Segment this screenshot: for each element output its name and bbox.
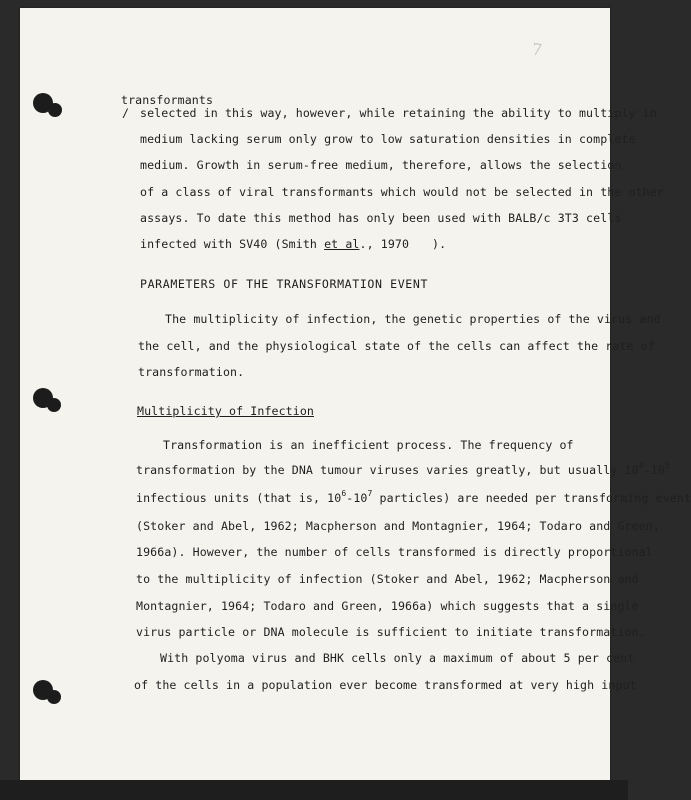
subheading: Multiplicity of Infection bbox=[137, 404, 315, 418]
text-line bbox=[140, 237, 409, 251]
citation-year: ., 1970 bbox=[359, 237, 410, 251]
text-line: of a class of viral transformants which would not be selected in the other bbox=[140, 185, 664, 199]
margin-insert: transformants bbox=[121, 93, 214, 107]
text-line: the cell, and the physiological state of the cells can affect the rate of bbox=[138, 339, 655, 353]
text-line: Transformation is an inefficient process. The frequency of bbox=[163, 438, 574, 452]
text-line: selected in this way, however, while retaining the ability to multiply in bbox=[140, 106, 657, 120]
text-line: infectious units (that is, $10^6-10^7$ particles) are needed per transforming event bbox=[136, 489, 691, 505]
scan-bottom-edge bbox=[0, 780, 628, 800]
citation-text: infected with SV40 (Smith bbox=[140, 237, 325, 251]
text-line: transformation by the DNA tumour viruses varies greatly, but usually $10^4-10^5$ bbox=[136, 461, 670, 477]
punch-hole bbox=[47, 690, 61, 704]
text-line: 1966a). However, the number of cells transformed is directly proportional bbox=[136, 545, 653, 559]
text-line: virus particle or DNA molecule is sufficient to initiate transformation. bbox=[136, 625, 646, 639]
text-line: Montagnier, 1964; Todaro and Green, 1966a) which suggests that a single bbox=[136, 599, 639, 613]
page-mark: 7 bbox=[530, 39, 544, 60]
text-line: The multiplicity of infection, the genetic properties of the virus and bbox=[165, 312, 661, 326]
citation-et-al: et al bbox=[324, 237, 360, 251]
text-line: transformation. bbox=[138, 365, 245, 379]
text-line: to the multiplicity of infection (Stoker and Abel, 1962; Macpherson and bbox=[136, 572, 639, 586]
insert-mark: / bbox=[122, 106, 130, 120]
text-line: With polyoma virus and BHK cells only a maximum of about 5 per cent bbox=[160, 651, 635, 665]
text-line: assays. To date this method has only been used with BALB/c 3T3 cells bbox=[140, 211, 622, 225]
text-line: of the cells in a population ever become transformed at very high input bbox=[134, 678, 637, 692]
punch-hole bbox=[48, 103, 62, 117]
text-line: medium. Growth in serum-free medium, therefore, allows the selection bbox=[140, 158, 622, 172]
citation-close: ). bbox=[432, 237, 447, 251]
section-heading: PARAMETERS OF THE TRANSFORMATION EVENT bbox=[140, 277, 429, 291]
punch-hole bbox=[47, 398, 61, 412]
text-line: (Stoker and Abel, 1962; Macpherson and Montagnier, 1964; Todaro and Green, bbox=[136, 519, 660, 533]
text-line: medium lacking serum only grow to low saturation densities in complete bbox=[140, 132, 636, 146]
